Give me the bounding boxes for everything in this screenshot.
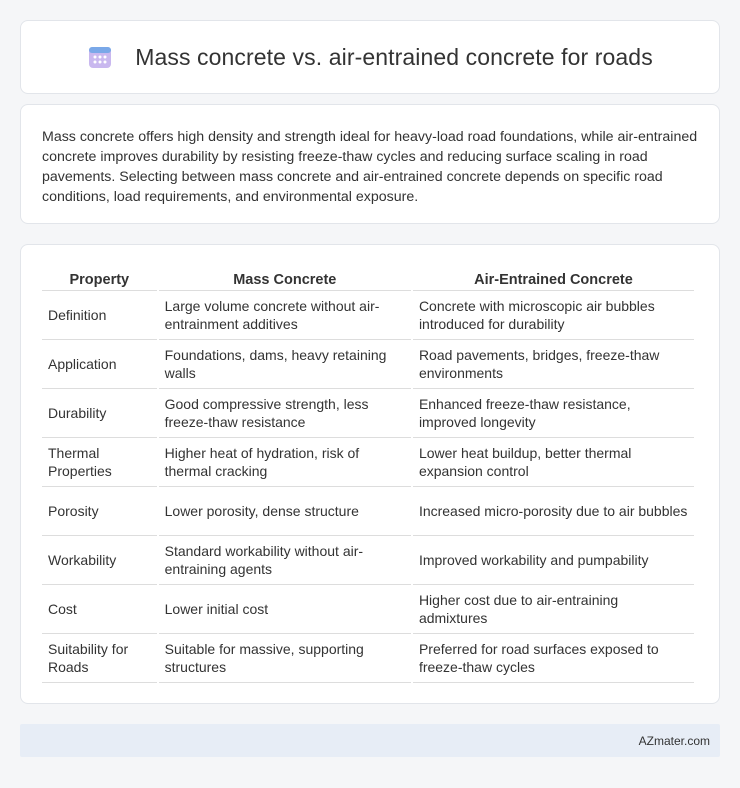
table-cell: Concrete with microscopic air bubbles introduced for durability	[413, 291, 694, 340]
table-cell: Suitability for Roads	[42, 634, 157, 683]
table-row	[42, 438, 694, 487]
column-header-air-entrained: Air-Entrained Concrete	[413, 267, 694, 291]
table-cell: Thermal Properties	[42, 438, 157, 487]
column-header-mass-concrete: Mass Concrete	[159, 267, 411, 291]
table-cell: Application	[42, 340, 157, 389]
table-cell: Preferred for road surfaces exposed to freeze-thaw cycles	[413, 634, 694, 683]
table-cell: Durability	[42, 389, 157, 438]
table-cell: Large volume concrete without air-entrainment additives	[159, 291, 411, 340]
table-cell: Standard workability without air-entraining agents	[159, 536, 411, 585]
table-cell: Road pavements, bridges, freeze-thaw environments	[413, 340, 694, 389]
footer	[20, 724, 720, 757]
table-cell: Foundations, dams, heavy retaining walls	[159, 340, 411, 389]
calendar-icon	[87, 44, 113, 70]
table-row	[42, 536, 694, 585]
table-cell: Improved workability and pumpability	[413, 536, 694, 585]
table-cell: Cost	[42, 585, 157, 634]
table-row	[42, 291, 694, 340]
table-cell: Increased micro-porosity due to air bubbles	[413, 487, 694, 536]
table-cell: Enhanced freeze-thaw resistance, improved longevity	[413, 389, 694, 438]
page-title: Mass concrete vs. air-entrained concrete for roads	[135, 43, 653, 70]
footer-brand-link[interactable]: AZmater.com	[638, 733, 710, 748]
table-row	[42, 634, 694, 683]
comparison-table	[40, 267, 696, 683]
table-cell: Definition	[42, 291, 157, 340]
table-header-row	[42, 267, 694, 291]
table-cell: Workability	[42, 536, 157, 585]
table-cell: Porosity	[42, 487, 157, 536]
table-row	[42, 487, 694, 536]
table-row	[42, 340, 694, 389]
table-row	[42, 389, 694, 438]
intro-card	[20, 104, 720, 224]
table-cell: Good compressive strength, less freeze-thaw resistance	[159, 389, 411, 438]
table-cell: Suitable for massive, supporting structures	[159, 634, 411, 683]
comparison-table-card	[20, 244, 720, 704]
table-cell: Lower initial cost	[159, 585, 411, 634]
intro-text: Mass concrete offers high density and strength ideal for heavy-load road foundations, while air-entrained concrete improves durability by resisting freeze-thaw cycles and reducing surface scaling in road pavements. Selecting between mass concrete and air-entrained concrete depends on specific road conditions, load requirements, and environmental exposure.	[42, 129, 698, 205]
column-header-property: Property	[42, 267, 157, 291]
table-cell: Lower heat buildup, better thermal expansion control	[413, 438, 694, 487]
table-row	[42, 585, 694, 634]
table-cell: Higher cost due to air-entraining admixtures	[413, 585, 694, 634]
title-card	[20, 20, 720, 94]
table-cell: Lower porosity, dense structure	[159, 487, 411, 536]
table-cell: Higher heat of hydration, risk of thermal cracking	[159, 438, 411, 487]
